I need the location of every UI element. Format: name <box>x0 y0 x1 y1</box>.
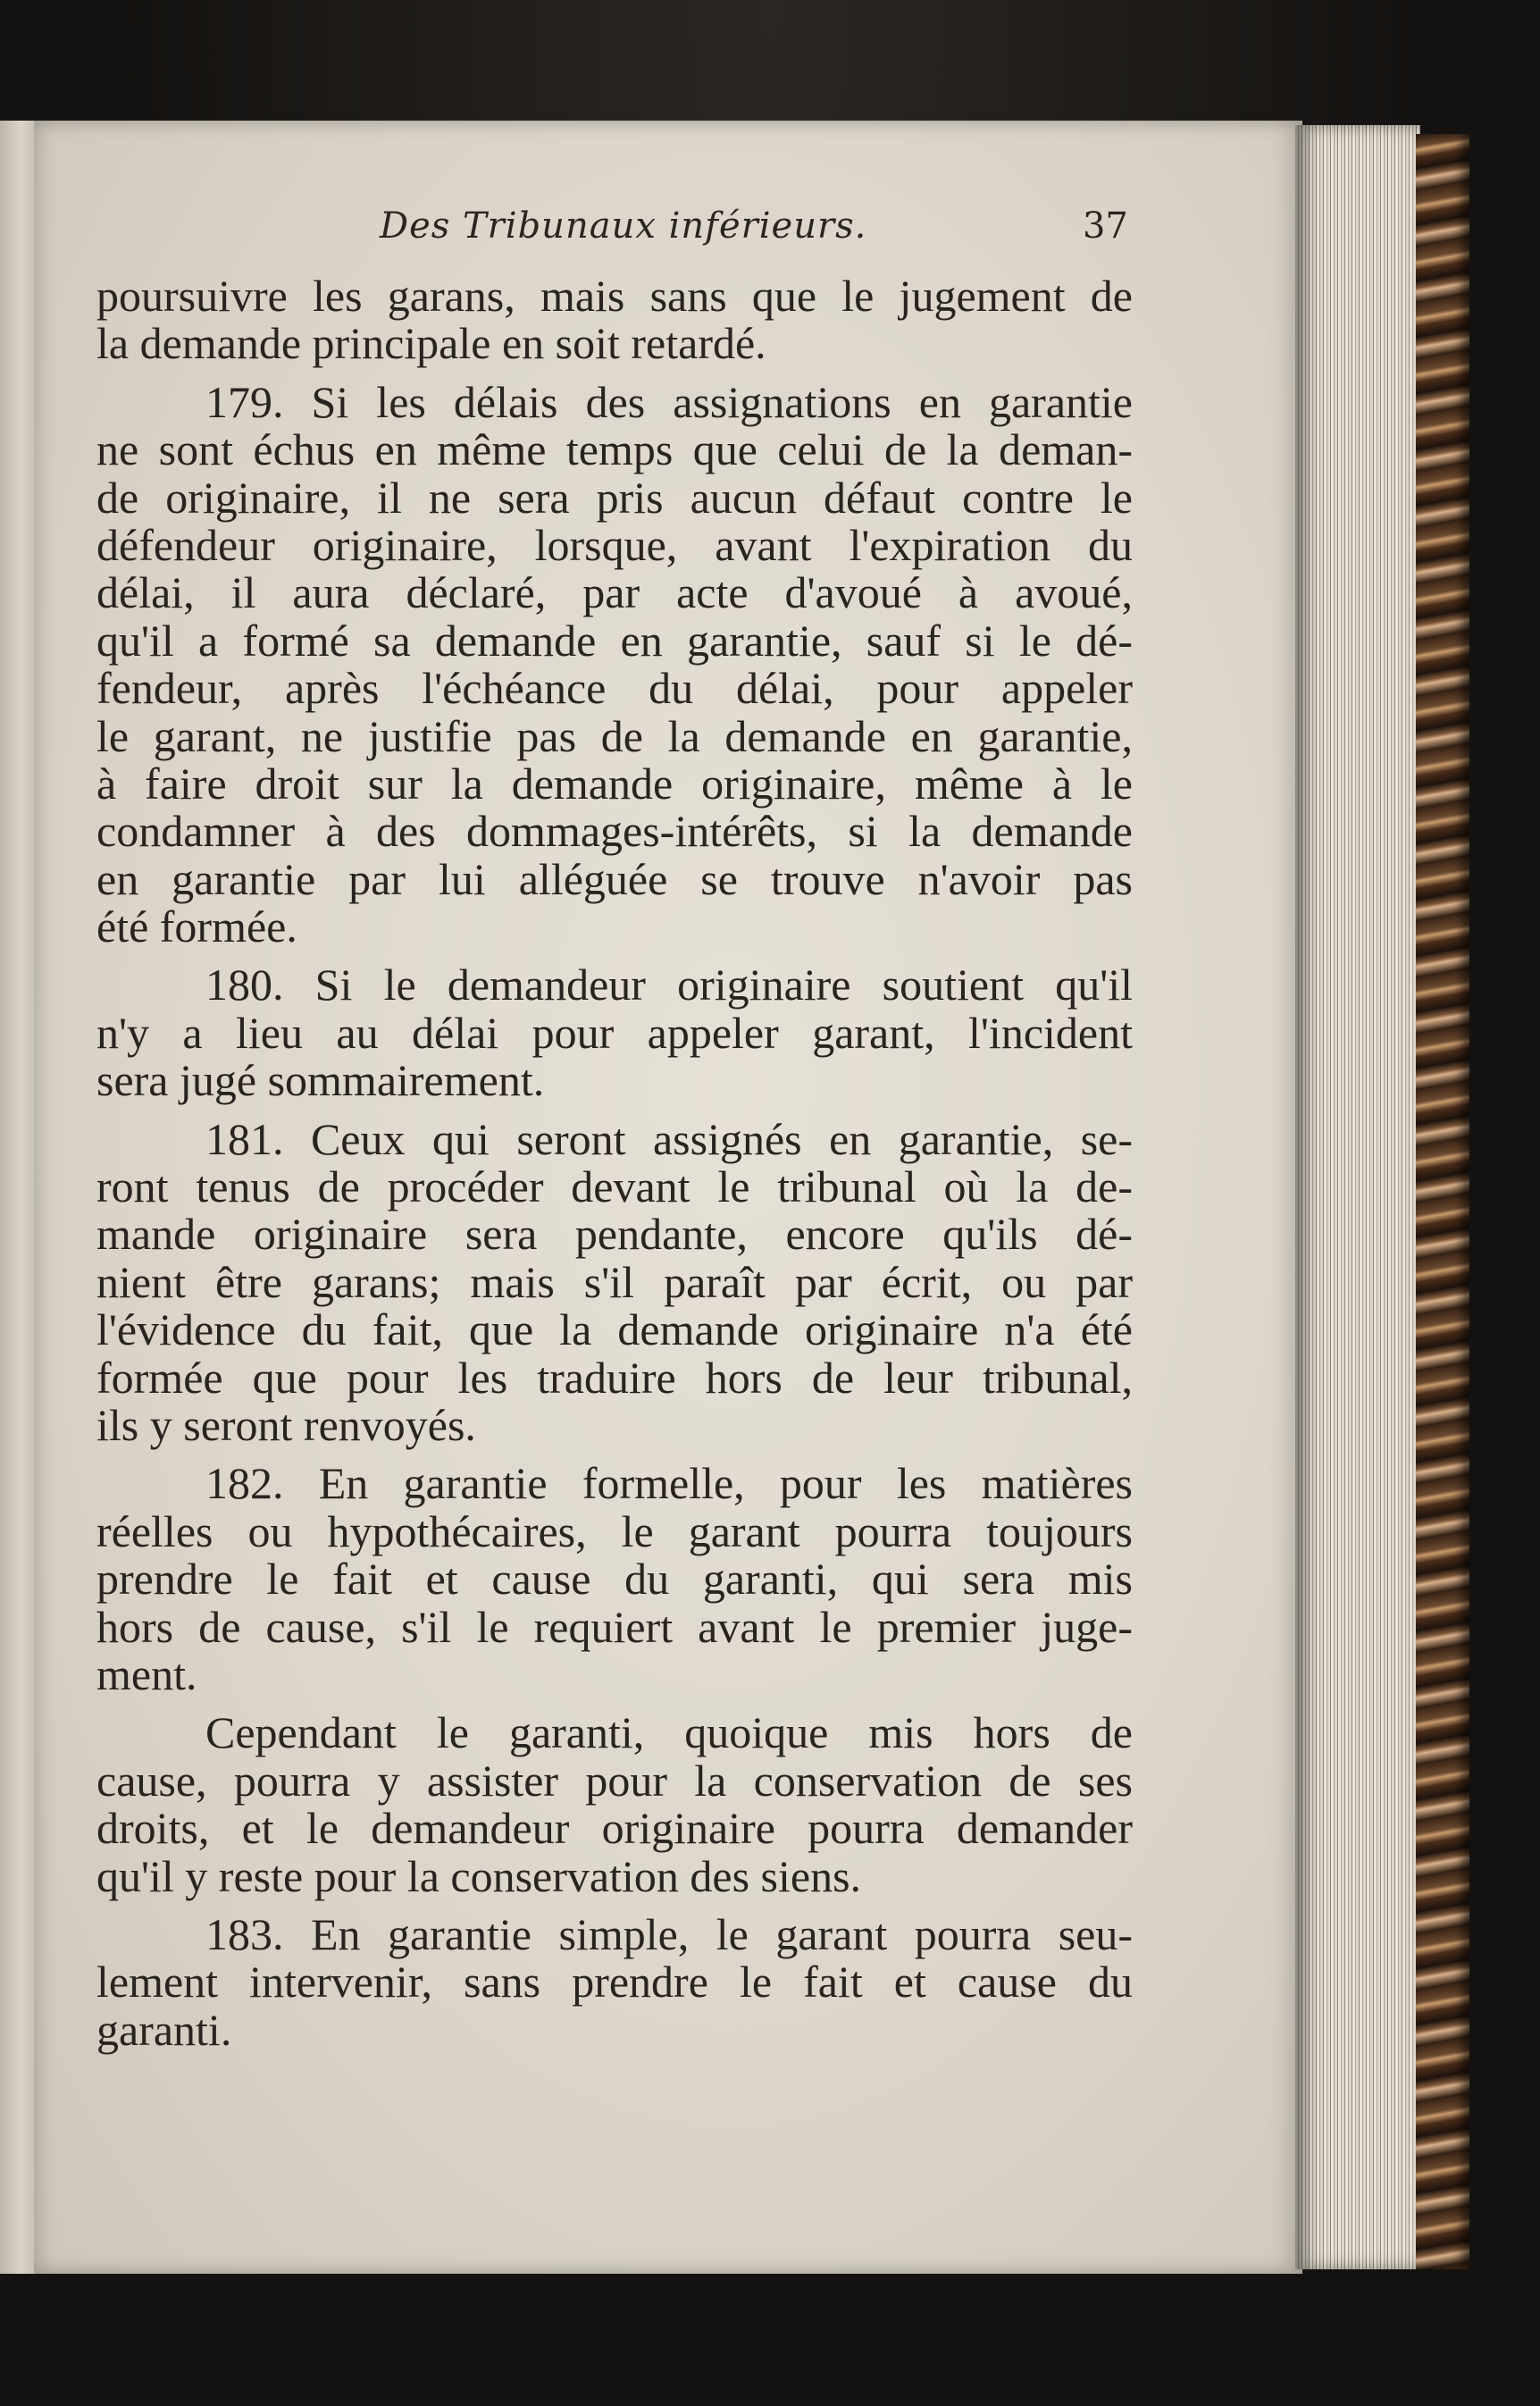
text-line: qu'il a formé sa demande en garantie, sauf si le dé- <box>96 615 1133 666</box>
text-line: garanti. <box>96 2004 232 2055</box>
text-line: ront tenus de procéder devant le tribunal où la de- <box>96 1161 1133 1212</box>
text-line: prendre le fait et cause du garanti, qui sera mis <box>96 1554 1133 1605</box>
text-line: le garant, ne justifie pas de la demande en garantie, <box>96 710 1133 761</box>
text-line: la demande principale en soit retardé. <box>96 318 766 369</box>
paragraph <box>96 1709 1133 1900</box>
text-line: droits, et le demandeur originaire pourra demander <box>96 1803 1133 1854</box>
text-line: hors de cause, s'il le requiert avant le premier juge- <box>96 1601 1133 1652</box>
text-line: délai, il aura déclaré, par acte d'avoué à avoué, <box>96 567 1133 618</box>
text-line: Cependant le garanti, quoique mis hors de <box>205 1707 1133 1758</box>
text-line: formée que pour les traduire hors de leur tribunal, <box>96 1352 1133 1403</box>
text-line: 182. En garantie formelle, pour les matières <box>205 1458 1133 1509</box>
running-head-title: Des Tribunaux inférieurs. <box>380 205 867 247</box>
paragraph <box>96 961 1133 1104</box>
text-line: 183. En garantie simple, le garant pourra seu- <box>205 1908 1133 1959</box>
facing-page-edge <box>0 121 36 2274</box>
text-line: à faire droit sur la demande originaire, même à le <box>96 758 1133 809</box>
text-line: ils y seront renvoyés. <box>96 1399 476 1450</box>
text-line: 181. Ceux qui seront assignés en garantie, se- <box>205 1113 1133 1164</box>
page-block-edge <box>1295 125 1420 2269</box>
text-line: poursuivre les garans, mais sans que le jugement de <box>96 271 1133 321</box>
text-line: cause, pourra y assister pour la conservation de ses <box>96 1755 1133 1806</box>
text-line: n'y a lieu au délai pour appeler garant, l'incident <box>96 1007 1133 1058</box>
paragraph <box>96 1113 1133 1450</box>
text-line: ment. <box>96 1648 197 1699</box>
paragraph <box>96 1460 1133 1698</box>
text-line: été formée. <box>96 901 297 952</box>
body-text <box>96 272 1133 2054</box>
page-number: 37 <box>1083 205 1128 247</box>
text-line: l'évidence du fait, que la demande originaire n'a été <box>96 1304 1133 1355</box>
text-line: ne sont échus en même temps que celui de la deman- <box>96 424 1133 475</box>
text-line: sera jugé sommairement. <box>96 1055 545 1106</box>
text-line: condamner à des dommages-intérêts, si la demande <box>96 806 1133 857</box>
text-line: qu'il y reste pour la conservation des siens. <box>96 1850 862 1901</box>
text-line: fendeur, après l'échéance du délai, pour appeler <box>96 663 1133 714</box>
text-line: en garantie par lui alléguée se trouve n'avoir pas <box>96 853 1133 904</box>
text-line: 179. Si les délais des assignations en garantie <box>205 376 1133 427</box>
marbled-cover-edge <box>1416 134 1469 2269</box>
text-line: défendeur originaire, lorsque, avant l'expiration du <box>96 519 1133 570</box>
text-line: nient être garans; mais s'il paraît par écrit, ou par <box>96 1256 1133 1307</box>
text-line: mande originaire sera pendante, encore qu'ils dé- <box>96 1209 1133 1260</box>
text-line: réelles ou hypothécaires, le garant pourra toujours <box>96 1505 1133 1556</box>
text-line: de originaire, il ne sera pris aucun défaut contre le <box>96 472 1133 523</box>
running-head <box>0 205 1540 259</box>
text-line: lement intervenir, sans prendre le fait et cause du <box>96 1957 1133 2008</box>
paragraph <box>96 272 1133 368</box>
paragraph <box>96 376 1133 952</box>
text-line: 180. Si le demandeur originaire soutient qu'il <box>205 960 1133 1010</box>
paragraph <box>96 1908 1133 2055</box>
